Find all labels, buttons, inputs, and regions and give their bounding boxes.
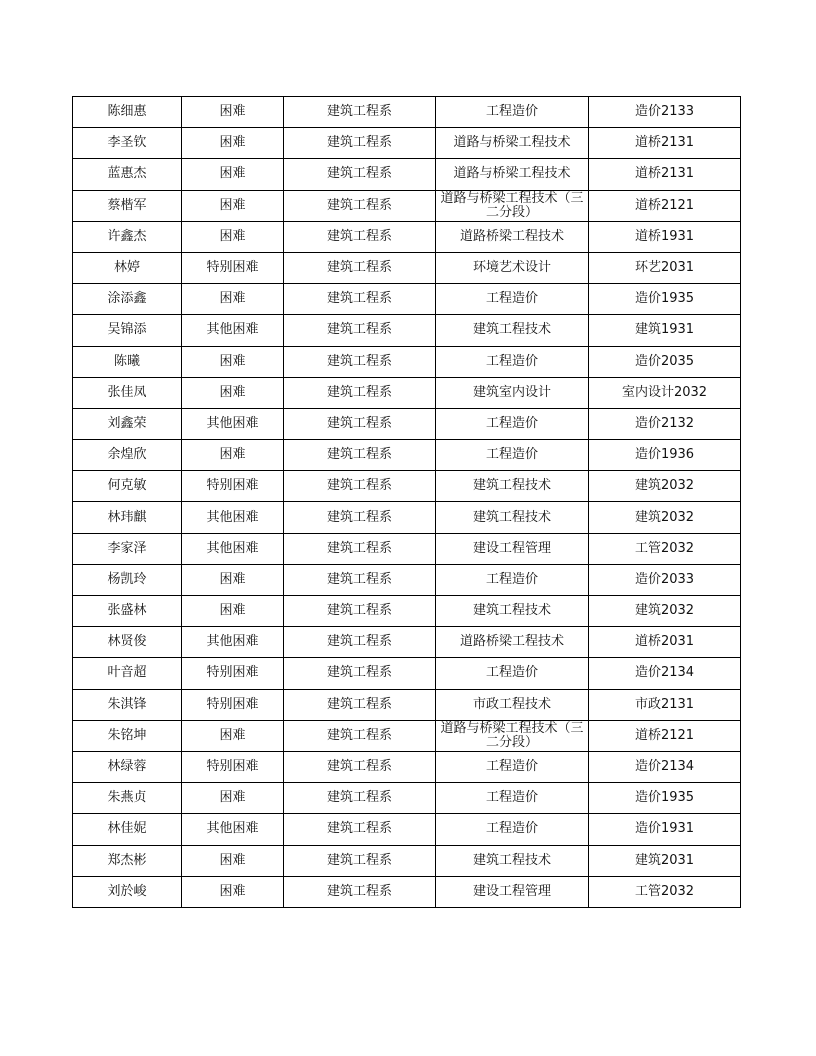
department-cell: 建筑工程系 [284, 408, 436, 439]
department-cell: 建筑工程系 [284, 502, 436, 533]
department-cell: 建筑工程系 [284, 845, 436, 876]
major-cell: 工程造价 [436, 564, 589, 595]
student-name-cell: 林绿蓉 [73, 751, 182, 782]
major-cell: 建设工程管理 [436, 876, 589, 907]
department-cell: 建筑工程系 [284, 814, 436, 845]
student-name-cell: 刘鑫荣 [73, 408, 182, 439]
hardship-level-cell: 其他困难 [182, 627, 284, 658]
table-row [73, 440, 741, 471]
major-cell: 工程造价 [436, 658, 589, 689]
student-name-cell: 郑杰彬 [73, 845, 182, 876]
table-row [73, 627, 741, 658]
department-cell: 建筑工程系 [284, 751, 436, 782]
student-name-cell: 蔡楷军 [73, 190, 182, 221]
student-name-cell: 林贤俊 [73, 627, 182, 658]
hardship-level-cell: 特别困难 [182, 751, 284, 782]
major-cell: 工程造价 [436, 814, 589, 845]
hardship-level-cell: 其他困难 [182, 408, 284, 439]
major-cell: 道路与桥梁工程技术（三二分段） [436, 720, 589, 751]
student-name-cell: 朱淇锋 [73, 689, 182, 720]
table-row [73, 689, 741, 720]
student-name-cell: 蓝惠杰 [73, 159, 182, 190]
department-cell: 建筑工程系 [284, 471, 436, 502]
student-name-cell: 刘於峻 [73, 876, 182, 907]
student-name-cell: 陈细惠 [73, 97, 182, 128]
table-row [73, 876, 741, 907]
class-cell: 道桥2121 [589, 190, 741, 221]
student-name-cell: 张盛林 [73, 596, 182, 627]
student-name-cell: 李圣钦 [73, 128, 182, 159]
major-cell: 市政工程技术 [436, 689, 589, 720]
major-cell: 建筑工程技术 [436, 315, 589, 346]
table-row [73, 658, 741, 689]
student-name-cell: 朱燕贞 [73, 783, 182, 814]
table-row [73, 596, 741, 627]
class-cell: 市政2131 [589, 689, 741, 720]
student-name-cell: 张佳凤 [73, 377, 182, 408]
table-row [73, 502, 741, 533]
class-cell: 工管2032 [589, 533, 741, 564]
hardship-level-cell: 困难 [182, 564, 284, 595]
table-row [73, 346, 741, 377]
class-cell: 造价2133 [589, 97, 741, 128]
student-name-cell: 林佳妮 [73, 814, 182, 845]
hardship-level-cell: 困难 [182, 876, 284, 907]
major-cell: 建筑工程技术 [436, 845, 589, 876]
department-cell: 建筑工程系 [284, 97, 436, 128]
class-cell: 造价1935 [589, 783, 741, 814]
major-cell: 工程造价 [436, 751, 589, 782]
department-cell: 建筑工程系 [284, 658, 436, 689]
hardship-level-cell: 困难 [182, 221, 284, 252]
hardship-level-cell: 困难 [182, 346, 284, 377]
department-cell: 建筑工程系 [284, 252, 436, 283]
table-row [73, 720, 741, 751]
hardship-level-cell: 困难 [182, 377, 284, 408]
class-cell: 造价2132 [589, 408, 741, 439]
student-name-cell: 林婷 [73, 252, 182, 283]
table-row [73, 97, 741, 128]
major-cell: 道路与桥梁工程技术 [436, 128, 589, 159]
department-cell: 建筑工程系 [284, 564, 436, 595]
student-name-cell: 林玮麒 [73, 502, 182, 533]
department-cell: 建筑工程系 [284, 596, 436, 627]
class-cell: 环艺2031 [589, 252, 741, 283]
department-cell: 建筑工程系 [284, 440, 436, 471]
student-name-cell: 陈曦 [73, 346, 182, 377]
hardship-level-cell: 困难 [182, 128, 284, 159]
department-cell: 建筑工程系 [284, 284, 436, 315]
hardship-level-cell: 特别困难 [182, 658, 284, 689]
hardship-level-cell: 其他困难 [182, 533, 284, 564]
department-cell: 建筑工程系 [284, 377, 436, 408]
table-row [73, 564, 741, 595]
major-cell: 工程造价 [436, 284, 589, 315]
class-cell: 造价1936 [589, 440, 741, 471]
class-cell: 建筑2031 [589, 845, 741, 876]
table-row [73, 221, 741, 252]
hardship-level-cell: 困难 [182, 97, 284, 128]
student-name-cell: 杨凯玲 [73, 564, 182, 595]
hardship-level-cell: 困难 [182, 190, 284, 221]
department-cell: 建筑工程系 [284, 783, 436, 814]
student-name-cell: 涂添鑫 [73, 284, 182, 315]
class-cell: 工管2032 [589, 876, 741, 907]
student-name-cell: 何克敏 [73, 471, 182, 502]
department-cell: 建筑工程系 [284, 190, 436, 221]
class-cell: 造价2035 [589, 346, 741, 377]
table-row [73, 284, 741, 315]
table-row [73, 190, 741, 221]
class-cell: 造价2134 [589, 658, 741, 689]
table-row [73, 783, 741, 814]
table-row [73, 159, 741, 190]
major-cell: 建筑工程技术 [436, 596, 589, 627]
department-cell: 建筑工程系 [284, 159, 436, 190]
class-cell: 造价2134 [589, 751, 741, 782]
student-name-cell: 吴锦添 [73, 315, 182, 346]
class-cell: 室内设计2032 [589, 377, 741, 408]
major-cell: 工程造价 [436, 440, 589, 471]
major-cell: 道路桥梁工程技术 [436, 627, 589, 658]
hardship-level-cell: 困难 [182, 440, 284, 471]
class-cell: 道桥1931 [589, 221, 741, 252]
hardship-level-cell: 困难 [182, 720, 284, 751]
hardship-level-cell: 困难 [182, 159, 284, 190]
department-cell: 建筑工程系 [284, 720, 436, 751]
table-row [73, 377, 741, 408]
class-cell: 建筑1931 [589, 315, 741, 346]
hardship-level-cell: 特别困难 [182, 252, 284, 283]
hardship-level-cell: 特别困难 [182, 689, 284, 720]
hardship-level-cell: 其他困难 [182, 814, 284, 845]
hardship-level-cell: 困难 [182, 596, 284, 627]
major-cell: 工程造价 [436, 783, 589, 814]
class-cell: 建筑2032 [589, 502, 741, 533]
table-row [73, 533, 741, 564]
department-cell: 建筑工程系 [284, 533, 436, 564]
major-cell: 建筑室内设计 [436, 377, 589, 408]
major-cell: 环境艺术设计 [436, 252, 589, 283]
department-cell: 建筑工程系 [284, 315, 436, 346]
class-cell: 建筑2032 [589, 596, 741, 627]
student-name-cell: 许鑫杰 [73, 221, 182, 252]
table-row [73, 751, 741, 782]
hardship-level-cell: 其他困难 [182, 502, 284, 533]
student-name-cell: 叶音超 [73, 658, 182, 689]
department-cell: 建筑工程系 [284, 689, 436, 720]
student-roster-table [72, 96, 741, 908]
department-cell: 建筑工程系 [284, 876, 436, 907]
table-row [73, 471, 741, 502]
major-cell: 道路与桥梁工程技术 [436, 159, 589, 190]
department-cell: 建筑工程系 [284, 221, 436, 252]
class-cell: 道桥2121 [589, 720, 741, 751]
class-cell: 道桥2131 [589, 159, 741, 190]
class-cell: 建筑2032 [589, 471, 741, 502]
student-name-cell: 余煌欣 [73, 440, 182, 471]
hardship-level-cell: 困难 [182, 845, 284, 876]
class-cell: 造价1931 [589, 814, 741, 845]
hardship-level-cell: 特别困难 [182, 471, 284, 502]
roster-body [73, 97, 741, 908]
major-cell: 工程造价 [436, 97, 589, 128]
table-row [73, 408, 741, 439]
table-row [73, 252, 741, 283]
table-row [73, 845, 741, 876]
department-cell: 建筑工程系 [284, 627, 436, 658]
major-cell: 工程造价 [436, 408, 589, 439]
class-cell: 道桥2031 [589, 627, 741, 658]
major-cell: 建筑工程技术 [436, 502, 589, 533]
class-cell: 道桥2131 [589, 128, 741, 159]
department-cell: 建筑工程系 [284, 346, 436, 377]
department-cell: 建筑工程系 [284, 128, 436, 159]
hardship-level-cell: 困难 [182, 783, 284, 814]
major-cell: 工程造价 [436, 346, 589, 377]
student-name-cell: 朱铭坤 [73, 720, 182, 751]
class-cell: 造价2033 [589, 564, 741, 595]
hardship-level-cell: 困难 [182, 284, 284, 315]
table-row [73, 315, 741, 346]
major-cell: 建筑工程技术 [436, 471, 589, 502]
table-row [73, 128, 741, 159]
student-name-cell: 李家泽 [73, 533, 182, 564]
table-row [73, 814, 741, 845]
major-cell: 道路与桥梁工程技术（三二分段） [436, 190, 589, 221]
major-cell: 道路桥梁工程技术 [436, 221, 589, 252]
major-cell: 建设工程管理 [436, 533, 589, 564]
hardship-level-cell: 其他困难 [182, 315, 284, 346]
class-cell: 造价1935 [589, 284, 741, 315]
